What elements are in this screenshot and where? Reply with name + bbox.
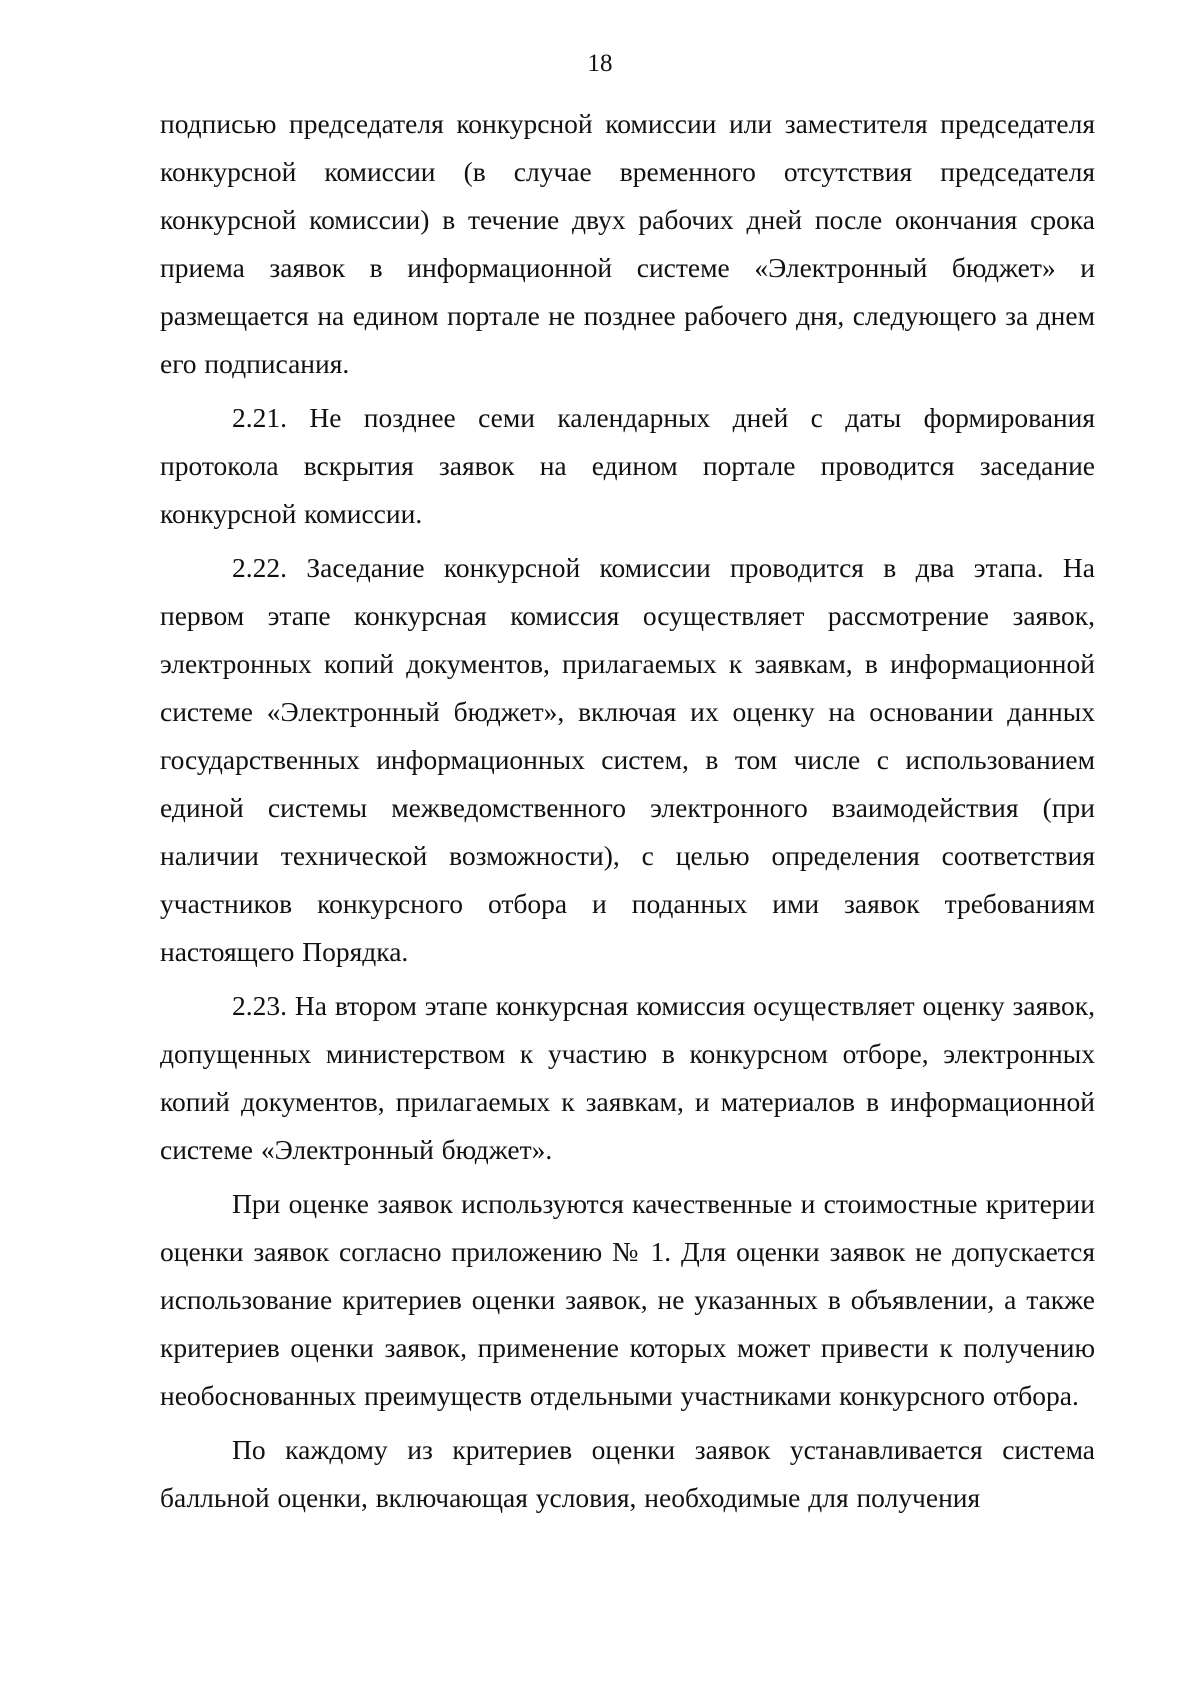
paragraph-2-22: 2.22. Заседание конкурсной комиссии проводится в два этапа. На первом этапе конкурсная комиссия осуществляет рассмотрение заявок, электронных копий документов, прилагаемых к заявкам, в информационной системе «Электронный бюджет», включая их оценку на основании данных государственных информационных систем, в том числе с использованием единой системы межведомственного электронного взаимодействия (при наличии технической возможности), с целью определения соответствия участников конкурсного отбора и поданных ими заявок требованиям настоящего Порядка. [160,552,1095,967]
paragraph-2-21: 2.21. Не позднее семи календарных дней с даты формирования протокола вскрытия заявок на едином портале проводится заседание конкурсной комиссии. [160,402,1095,529]
paragraph-scoring-system: По каждому из критериев оценки заявок устанавливается система балльной оценки, включающая условия, необходимые для получения [160,1434,1095,1513]
paragraph-continuation: подписью председателя конкурсной комиссии или заместителя председателя конкурсной комиссии (в случае временного отсутствия председателя конкурсной комиссии) в течение двух рабочих дней после окончания срока приема заявок в информационной системе «Электронный бюджет» и размещается на едином портале не позднее рабочего дня, следующего за днем его подписания. [160,108,1095,379]
page-number: 18 [587,50,613,77]
paragraph-evaluation-criteria: При оценке заявок используются качественные и стоимостные критерии оценки заявок согласно приложению № 1. Для оценки заявок не допускается использование критериев оценки заявок, не указанных в объявлении, а также критериев оценки заявок, применение которых может привести к получению необоснованных преимуществ отдельными участниками конкурсного отбора. [160,1188,1095,1411]
document-body [160,100,1095,1522]
paragraph-2-23: 2.23. На втором этапе конкурсная комиссия осуществляет оценку заявок, допущенных министерством к участию в конкурсном отборе, электронных копий документов, прилагаемых к заявкам, и материалов в информационной системе «Электронный бюджет». [160,990,1095,1165]
